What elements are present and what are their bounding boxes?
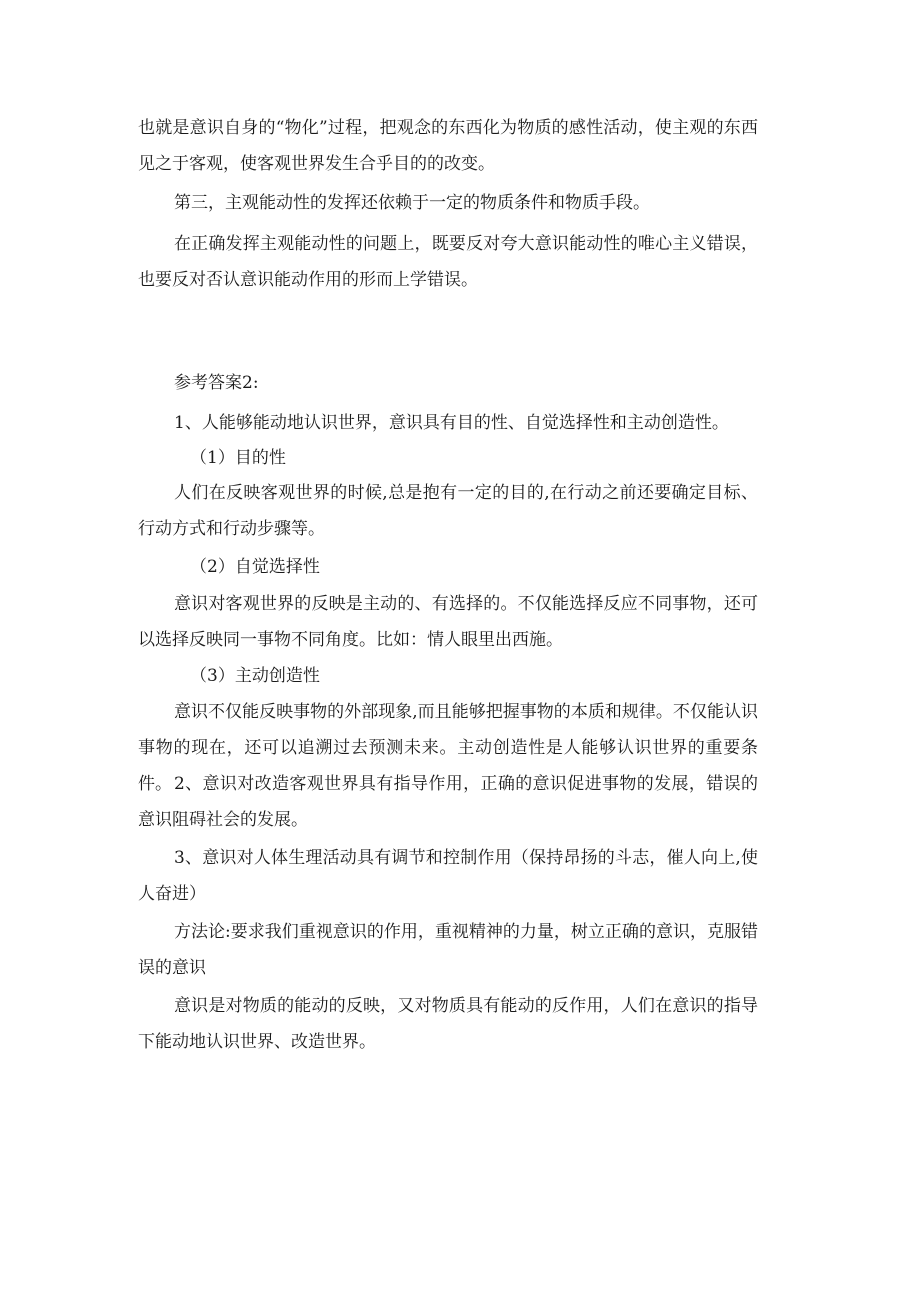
paragraph-selectivity: 意识对客观世界的反映是主动的、有选择的。不仅能选择反应不同事物，还可以选择反映同一事物不同角度。比如：情人眼里出西施。 xyxy=(138,594,758,650)
paragraph-creativity: 意识不仅能反映事物的外部现象,而且能够把握事物的本质和规律。不仅能认识事物的现在，还可以追溯过去预测未来。主动创造性是人能够认识世界的重要条件。 xyxy=(138,702,758,794)
paragraph-oppose-errors: 在正确发挥主观能动性的问题上，既要反对夸大意识能动性的唯心主义错误，也要反对否认意识能动作用的形而上学错误。 xyxy=(138,234,758,290)
paragraph-conclusion: 意识是对物质的能动的反映，又对物质具有能动的反作用，人们在意识的指导下能动地认识世界、改造世界。 xyxy=(138,996,758,1052)
paragraph-third-point: 第三，主观能动性的发挥还依赖于一定的物质条件和物质手段。 xyxy=(174,193,650,213)
paragraph-purposefulness: 人们在反映客观世界的时候,总是抱有一定的目的,在行动之前还要确定目标、行动方式和行动步骤等。 xyxy=(138,483,758,539)
point-1-heading: 1、人能够能动地认识世界，意识具有目的性、自觉选择性和主动创造性。 xyxy=(174,413,729,433)
paragraph-materialization: 也就是意识自身的“物化”过程，把观念的东西化为物质的感性活动，使主观的东西见之于客观，使客观世界发生合乎目的的改变。 xyxy=(138,118,758,174)
subheading-creativity: （3）主动创造性 xyxy=(190,666,320,686)
point-2-guidance: 2、意识对改造客观世界具有指导作用，正确的意识促进事物的发展，错误的意识阻碍社会的发展。 xyxy=(138,774,758,830)
subheading-purposefulness: （1）目的性 xyxy=(190,448,286,468)
heading-reference-answer-2: 参考答案2: xyxy=(174,373,259,393)
point-3-regulation: 3、意识对人体生理活动具有调节和控制作用（保持昂扬的斗志，催人向上,使人奋进） xyxy=(138,848,758,904)
paragraph-methodology: 方法论:要求我们重视意识的作用，重视精神的力量，树立正确的意识，克服错误的意识 xyxy=(138,922,758,978)
subheading-selectivity: （2）自觉选择性 xyxy=(190,557,320,577)
